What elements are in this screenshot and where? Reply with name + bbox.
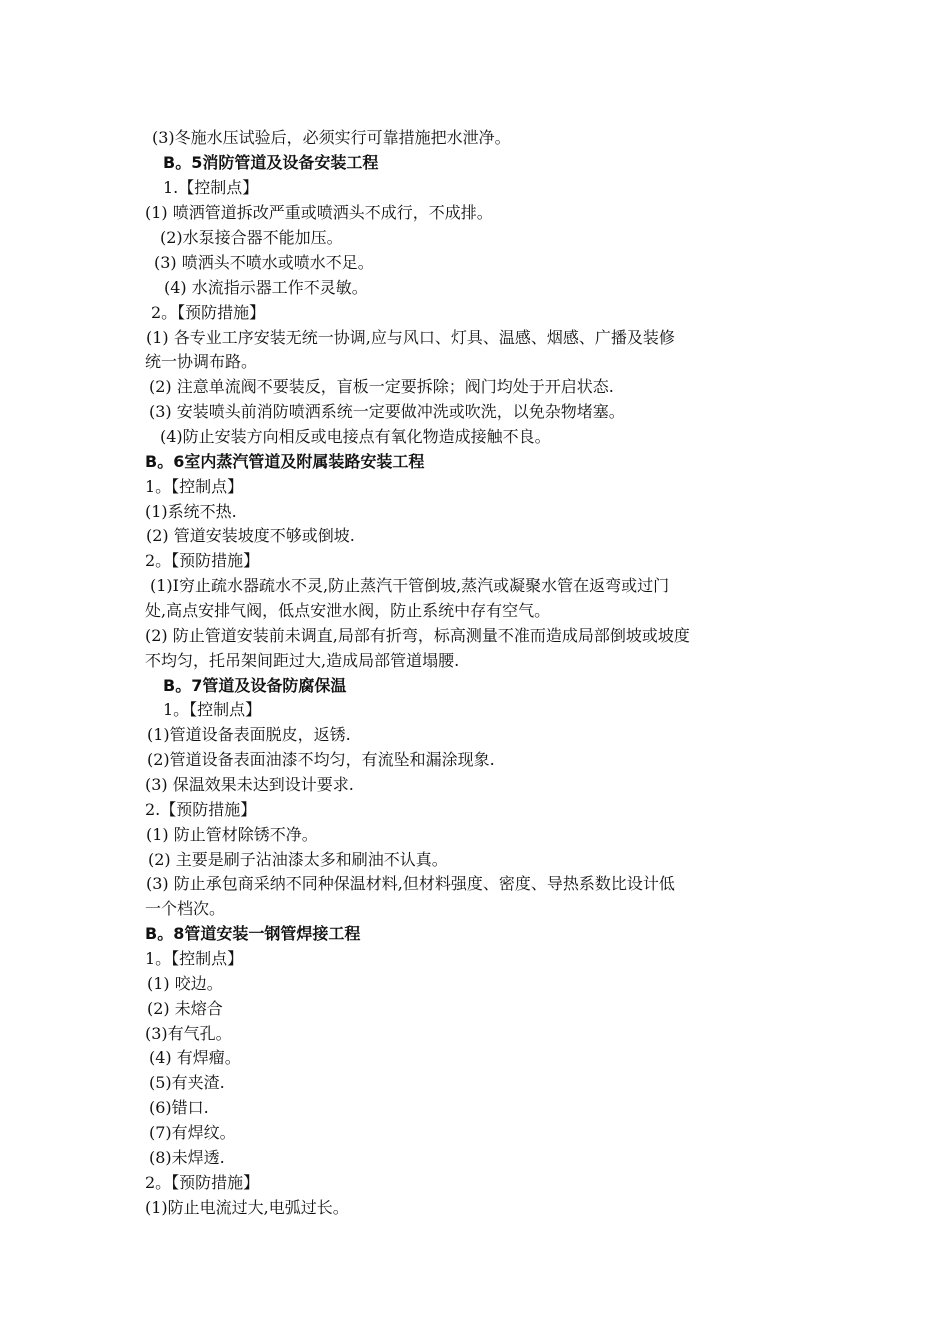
subheading: 1。【控制点】	[145, 949, 244, 968]
text-line: (1) 咬边。	[147, 974, 223, 993]
text-line: (2) 主要是刷子沾油漆太多和刷油不认真。	[148, 850, 448, 869]
text-line: (4)防止安装方向相反或电接点有氧化物造成接触不良。	[160, 427, 551, 446]
text-line: (2) 注意单流阀不要装反，盲板一定要拆除；阀门均处于开启状态.	[149, 377, 614, 396]
text-line: (3) 保温效果未达到设计要求.	[145, 775, 354, 794]
section-heading: B。7管道及设备防腐保温	[163, 676, 347, 695]
section-heading: B。8管道安装一钢管焊接工程	[145, 924, 361, 943]
text-line: (2) 管道安装坡度不够或倒坡.	[146, 526, 355, 545]
subheading: 1。【控制点】	[163, 700, 262, 719]
text-line: (1)管道设备表面脱皮，返锈.	[147, 725, 351, 744]
text-line: 统一协调布路。	[145, 352, 258, 371]
text-line: (6)错口.	[149, 1098, 209, 1117]
text-line: 一个档次。	[145, 899, 226, 918]
text-line: (7)有焊纹。	[149, 1123, 236, 1142]
text-line: (2)水泵接合器不能加压。	[160, 228, 343, 247]
text-line: (4) 有焊瘤。	[149, 1048, 241, 1067]
section-heading: B。5消防管道及设备安装工程	[163, 153, 379, 172]
text-line: (5)有夹渣.	[149, 1073, 225, 1092]
text-line: (3) 喷洒头不喷水或喷水不足。	[154, 253, 374, 272]
text-line: (3) 防止承包商采纳不同种保温材料,但材料强度、密度、导热系数比设计低	[146, 874, 675, 893]
text-line: (1)系统不热.	[145, 502, 237, 521]
subheading: 1。【控制点】	[145, 477, 244, 496]
text-line: (2)管道设备表面油漆不均匀，有流坠和漏涂现象.	[147, 750, 495, 769]
section-heading: B。6室内蒸汽管道及附属装路安装工程	[145, 452, 425, 471]
subheading: 2。【预防措施】	[145, 1173, 260, 1192]
text-line: (1) 各专业工序安装无统一协调,应与风口、灯具、温感、烟感、广播及装修	[146, 328, 675, 347]
text-line: (3)冬施水压试验后，必须实行可靠措施把水泄净。	[152, 128, 511, 147]
text-line: (1)防止电流过大,电弧过长。	[145, 1198, 349, 1217]
subheading: 2。【预防措施】	[151, 303, 266, 322]
text-line: (2) 未熔合	[147, 999, 223, 1018]
text-line: (1) 防止管材除锈不净。	[146, 825, 318, 844]
subheading: 1.【控制点】	[163, 178, 259, 197]
text-line: 不均匀，托吊架间距过大,造成局部管道塌腰.	[145, 651, 460, 670]
text-line: (8)未焊透.	[149, 1148, 225, 1167]
text-line: (4) 水流指示器工作不灵敏。	[164, 278, 368, 297]
subheading: 2。【预防措施】	[145, 551, 260, 570]
text-line: (2) 防止管道安装前未调直,局部有折弯，标高测量不准而造成局部倒坡或坡度	[145, 626, 690, 645]
subheading: 2.【预防措施】	[145, 800, 257, 819]
text-line: (1)I穷止疏水器疏水不灵,防止蒸汽干管倒坡,蒸汽或凝聚水管在返弯或过门	[150, 576, 670, 595]
text-line: (3) 安装喷头前消防喷洒系统一定要做冲洗或吹洗，以免杂物堵塞。	[149, 402, 625, 421]
text-line: 处,高点安排气阀，低点安泄水阀，防止系统中存有空气。	[145, 601, 551, 620]
text-line: (3)有气孔。	[145, 1024, 232, 1043]
text-line: (1) 喷洒管道拆改严重或喷洒头不成行，不成排。	[145, 203, 493, 222]
